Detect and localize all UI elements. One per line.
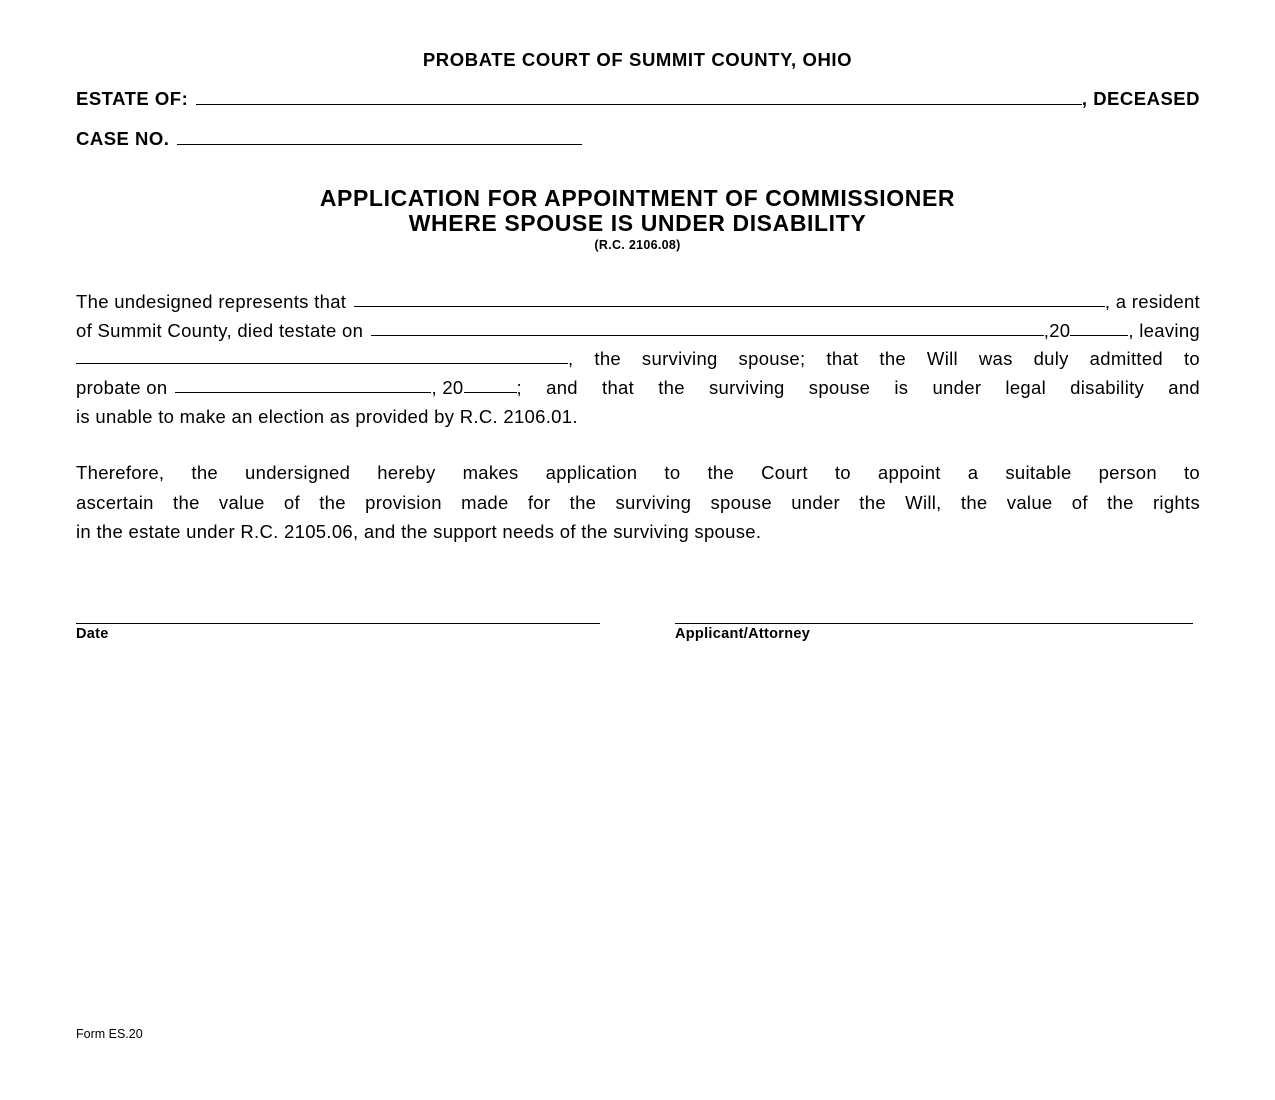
text-segment: ; and that the surviving spouse is under legal disability and [516,377,1200,398]
case-number-field[interactable] [177,144,582,145]
text-segment: ,20 [1043,320,1071,341]
decedent-name-field[interactable] [354,306,1105,307]
case-number-row [76,128,1200,150]
estate-row [76,88,1200,110]
form-title-line2: WHERE SPOUSE IS UNDER DISABILITY [408,210,867,236]
applicant-label: Applicant/Attorney [675,626,811,642]
paragraph1-line1 [76,284,1200,313]
paragraph1-line2 [76,313,1200,342]
application-paragraph [76,458,1200,547]
applicant-signature-line[interactable] [675,623,1193,624]
court-name: PROBATE COURT OF SUMMIT COUNTY, OHIO [422,49,853,70]
form-number: Form ES.20 [76,1027,143,1041]
deceased-label: , DECEASED [1081,88,1200,109]
text-segment: is unable to make an election as provided by R.C. 2106.01. [76,406,578,427]
estate-label: ESTATE OF: [76,88,189,109]
text-segment: , the surviving spouse; that the Will was duly admitted to [568,348,1200,369]
statute-reference: (R.C. 2106.08) [594,238,681,252]
surviving-spouse-field[interactable] [76,363,568,364]
paragraph1-line3 [76,341,1200,370]
text-segment: of Summit County, died testate on [76,320,364,341]
paragraph1-line4 [76,370,1200,399]
form-title-line1: APPLICATION FOR APPOINTMENT OF COMMISSIONER [319,185,956,211]
paragraph1-line5 [76,399,1200,428]
date-label: Date [76,626,109,642]
text-segment: , 20 [431,377,464,398]
paragraph2-line2: ascertain the value of the provision made for the surviving spouse under the Will, the value of the rights [76,491,1200,513]
text-segment: The undesigned represents that [76,291,347,312]
death-year-field[interactable] [1070,335,1128,336]
paragraph2-line3: in the estate under R.C. 2105.06, and the support needs of the surviving spouse. [76,521,762,542]
text-segment: , leaving [1128,320,1200,341]
text-segment: probate on [76,377,168,398]
probate-year-field[interactable] [464,392,517,393]
date-of-death-field[interactable] [371,335,1044,336]
text-segment: , a resident [1104,291,1200,312]
estate-name-field[interactable] [196,104,1082,105]
date-signature-line[interactable] [76,623,600,624]
case-number-label: CASE NO. [76,128,170,149]
paragraph2-line1: Therefore, the undersigned hereby makes application to the Court to appoint a suitable person to [76,462,1200,483]
probate-date-field[interactable] [175,392,431,393]
